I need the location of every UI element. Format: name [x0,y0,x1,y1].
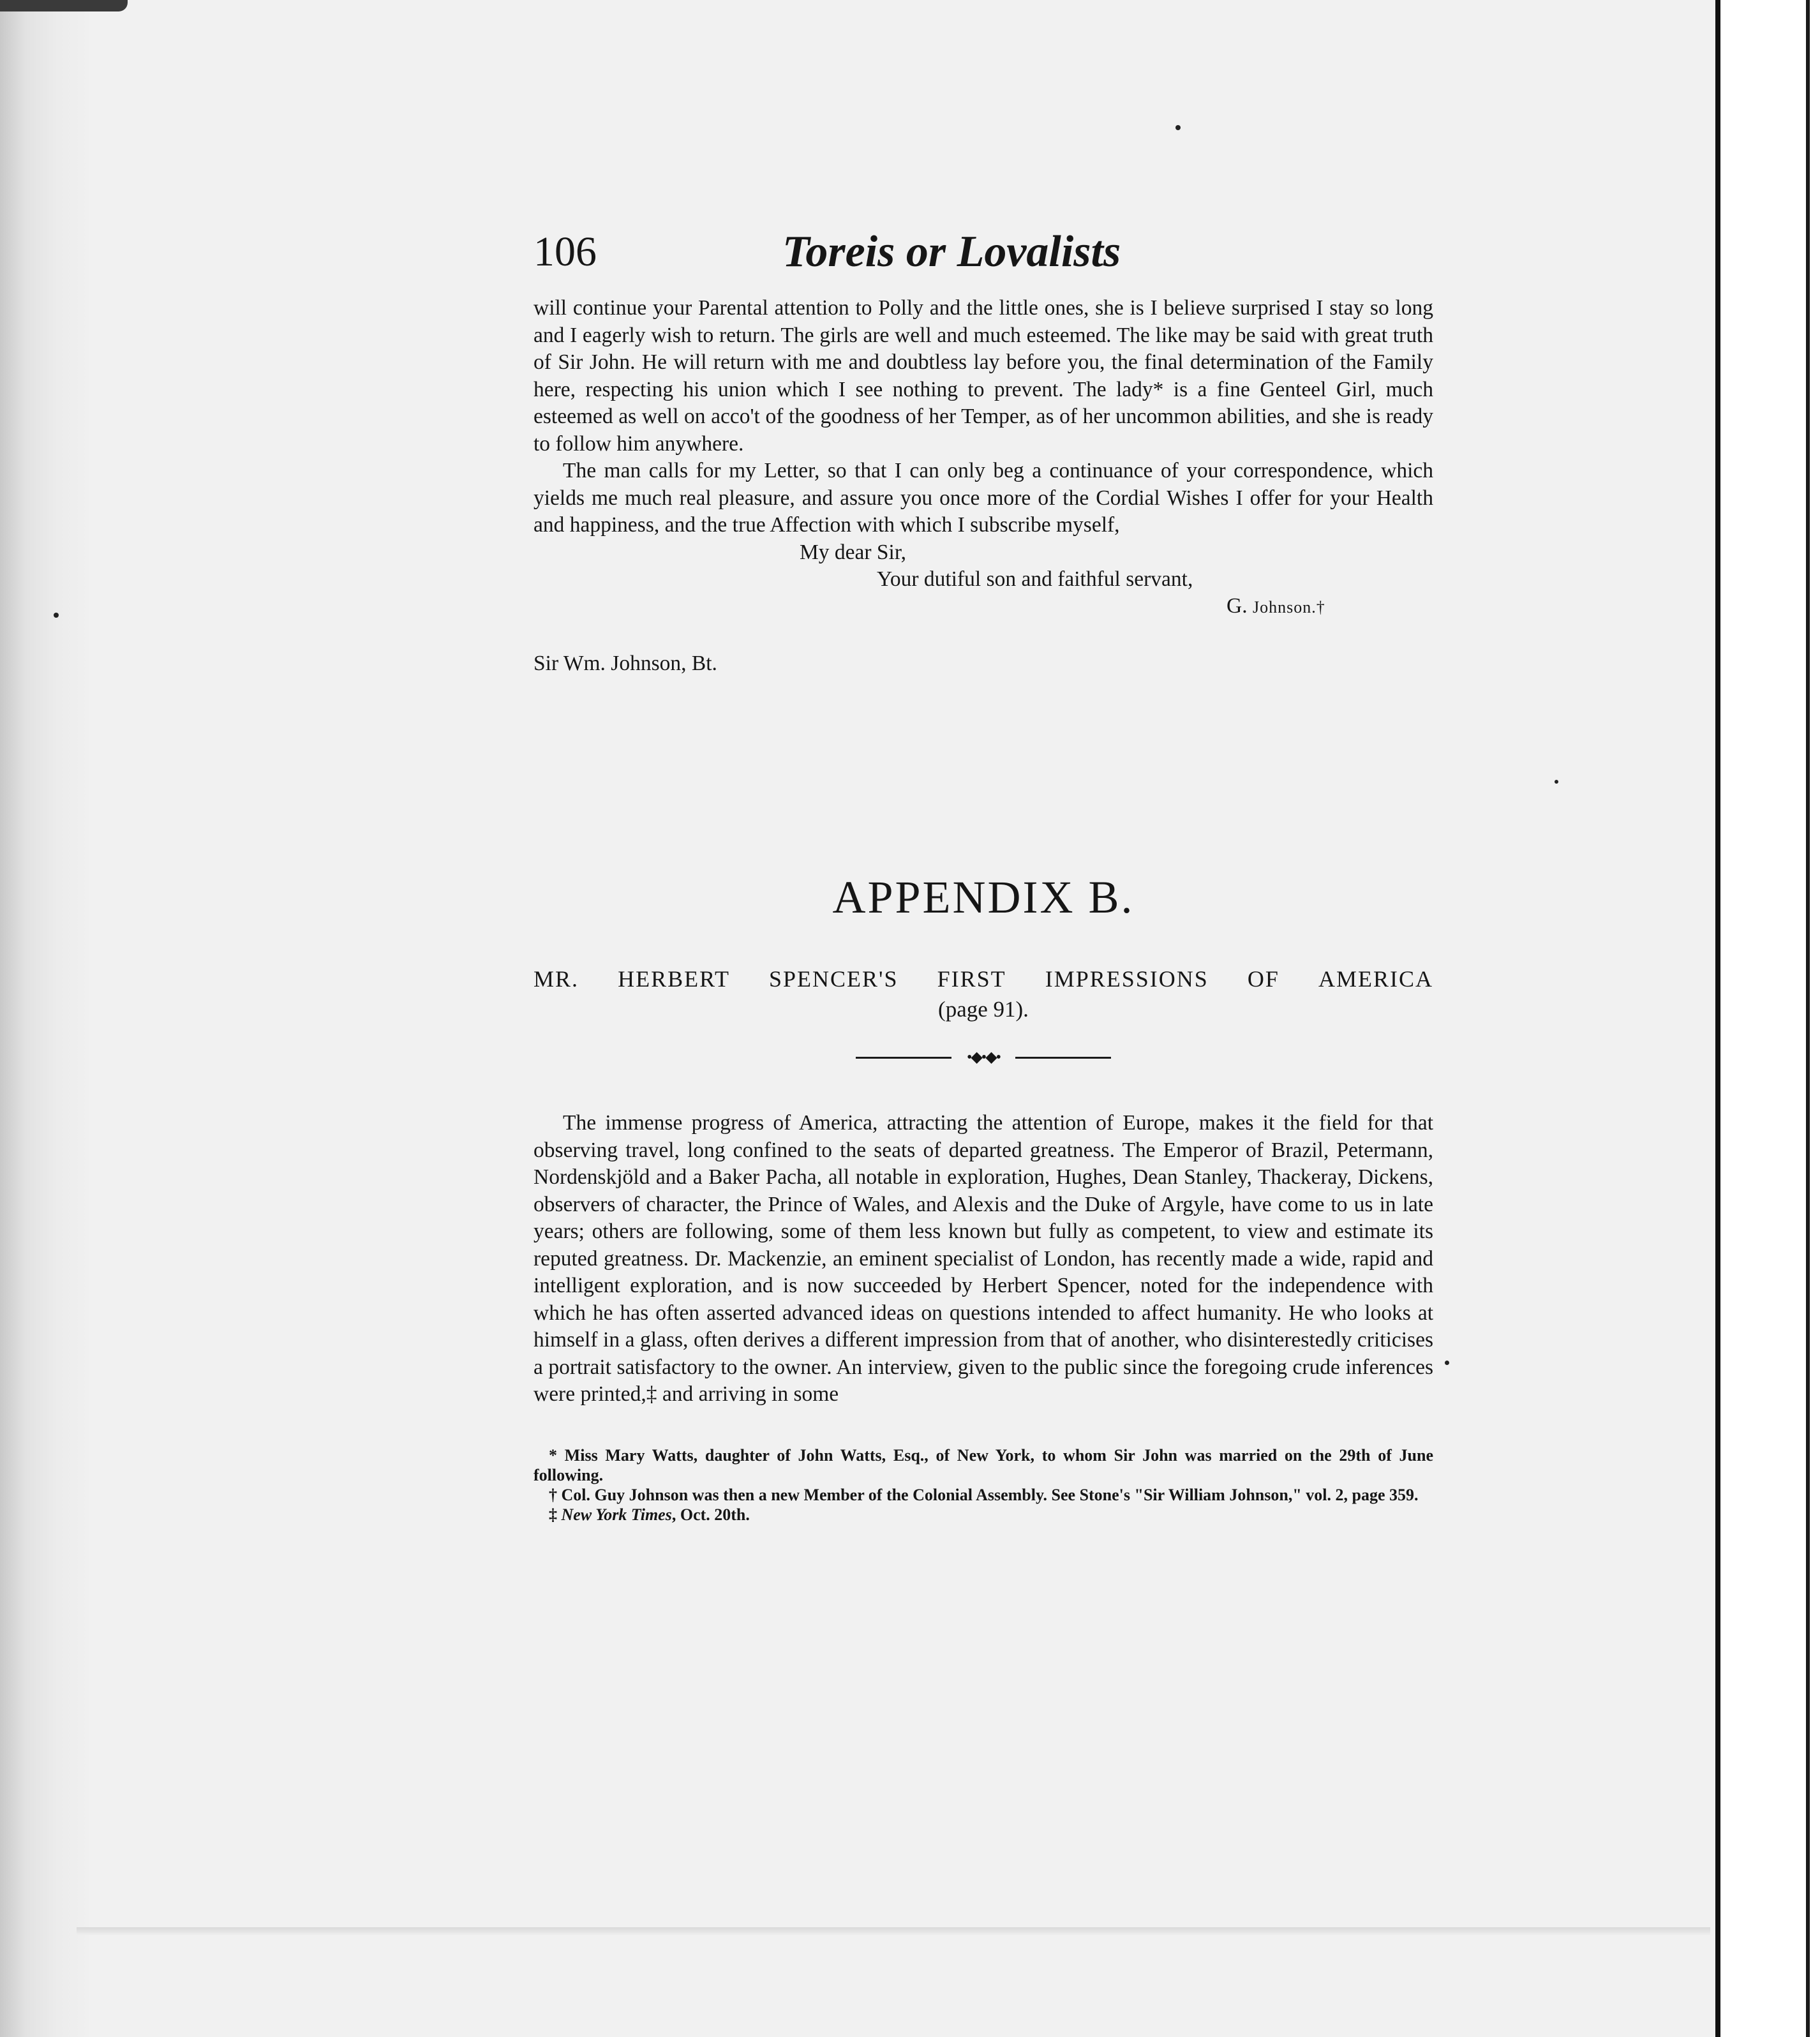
footnotes [533,1445,1433,1525]
gutter-shadow [1715,0,1720,2037]
scan-speck [1555,780,1558,784]
footnote: * Miss Mary Watts, daughter of John Watts, Esq., of New York, to whom Sir John was married on the 29th of June following. [533,1445,1433,1484]
running-title: Toreis or Lovalists [782,227,1121,276]
letter-paragraph: will continue your Parental attention to Polly and the little ones, she is I believe surprised I stay so long and I eagerly wish to return. The girls are well and much esteemed. The like may be said with great truth of Sir John. He will return with me and doubtless lay before you, the final determination of the Family here, respecting his union which I see nothing to prevent. The lady* is a fine Genteel Girl, much esteemed as well on acco't of the goodness of her Temper, as of her uncommon abilities, and she is ready to follow him anywhere. [533,296,1433,456]
facing-page-margin [1720,0,1820,2037]
appendix-page-reference: (page 91). [938,997,1029,1022]
scan-speck [54,613,59,618]
footnote-date: , Oct. 20th. [671,1505,750,1524]
running-head [533,217,1433,287]
subtitle-word: FIRST [937,966,1006,992]
signature-initial: G. [1227,593,1248,618]
subtitle-word: HERBERT [618,966,730,992]
appendix-title: APPENDIX B. [832,872,1135,923]
ornament-rule-left [856,1057,951,1059]
salutation: My dear Sir, [800,540,907,564]
letter-closing [533,539,1433,648]
footnote [533,1505,1433,1525]
footnote-source: New York Times [561,1505,672,1524]
subtitle-word: SPENCER'S [769,966,899,992]
ornament-center: •◆•◆• [966,1049,1001,1066]
body-paragraph: The immense progress of America, attracting the attention of Europe, makes it the field for that observing travel, long confined to the seats of departed greatness. The Emperor of Brazil, Petermann, Nordenskjöld and a Baker Pacha, all notable in exploration, Hughes, Dean Stanley, Thackeray, Dickens, observers of character, the Prince of Wales, and Alexis and the Duke of Argyle, have come to us in late years; others are following, some of them less known but fully as competent, to view and estimate its reputed greatness. Dr. Mackenzie, an eminent specialist of London, has recently made a wide, rapid and intelligent exploration, and is now succeeded by Herbert Spencer, noted for the independence with which he has often asserted advanced ideas on questions intended to affect humanity. He who looks at himself in a glass, often derives a different impression from that of another, who disinterestedly criticises a portrait satisfactory to the owner. An interview, given to the public since the foregoing crude inferences were printed,‡ and arriving in some [533,1111,1433,1406]
subtitle-word: AMERICA [1318,966,1433,992]
valediction: Your dutiful son and faithful servant, [877,567,1193,591]
page-stack-edge [0,0,89,2037]
facing-page-edge [1806,0,1810,2037]
signature [1227,593,1325,622]
letter-paragraph: The man calls for my Letter, so that I can only beg a continuance of your correspondence, which yields me much real pleasure, and assure you once more of the Cordial Wishes I offer for your Health and happiness, and the true Affection with which I subscribe myself, [533,459,1433,537]
footnote-mark: ‡ [549,1505,557,1524]
binding-corner [0,0,128,11]
appendix-subtitle [533,964,1433,994]
appendix-body [533,1110,1433,1408]
scan-speck [1175,125,1181,130]
scan-speck [1445,1361,1449,1365]
signature-surname: Johnson.† [1252,597,1325,616]
subtitle-word: MR. [533,966,579,992]
addressee: Sir Wm. Johnson, Bt. [533,651,717,675]
subtitle-word: IMPRESSIONS [1045,966,1209,992]
book-page [533,217,1433,1525]
subtitle-word: OF [1247,966,1279,992]
page-bottom-edge [77,1927,1710,1935]
page-number: 106 [533,228,597,275]
ornament-rule-right [1015,1057,1111,1059]
footnote: † Col. Guy Johnson was then a new Member of the Colonial Assembly. See Stone's "Sir William Johnson," vol. 2, page 359. [549,1485,1419,1504]
letter-text [533,295,1433,539]
ornamental-rule [856,1050,1111,1065]
